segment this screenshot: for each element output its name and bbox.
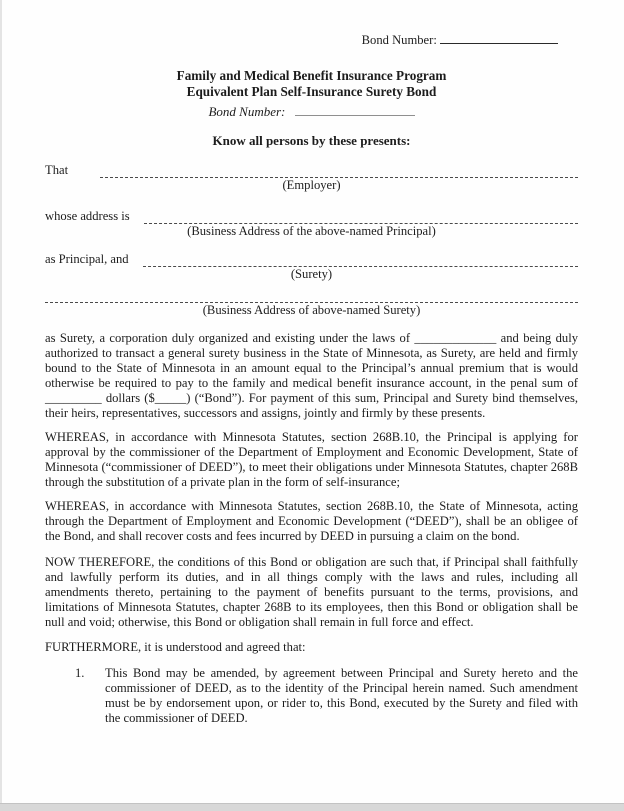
- surety-row-label: as Principal, and: [45, 252, 129, 266]
- whereas-paragraph-2: WHEREAS, in accordance with Minnesota Statutes, section 268B.10, the State of Minnesota, acting through the Department of Employment and Economic Development (“DEED”), shall be an obligee of the Bond, and shall recover costs and fees incurred by DEED in pursuing a claim on the bond.: [45, 499, 578, 543]
- principal-address-caption: (Business Address of the above-named Principal): [187, 224, 436, 238]
- top-bond-number-blank: [440, 32, 558, 44]
- document-title-line2: Equivalent Plan Self-Insurance Surety Bond: [186, 84, 437, 99]
- employer-fill-row: [45, 163, 578, 178]
- surety-address-caption: (Business Address of above-named Surety): [202, 303, 421, 317]
- page-bottom-edge: [0, 803, 624, 811]
- now-therefore-paragraph: NOW THEREFORE, the conditions of this Bond or obligation are such that, if Principal shall faithfully and lawfully perform its duties, and in all things comply with the laws and rules, including all amendments thereto, pertaining to the payment of benefits pursuant to the terms, provisions, and limitations of Minnesota Statutes, chapter 268B to its employees, then this Bond or obligation shall be null and void; otherwise, this Bond or obligation shall remain in full force and effect.: [45, 555, 578, 629]
- list-item-1-number: 1.: [75, 666, 85, 680]
- bond-number-field-blank: [295, 104, 415, 116]
- principal-address-fill-row: [45, 209, 578, 224]
- surety-address-blank-line: [45, 290, 578, 303]
- surety-caption: (Surety): [290, 267, 333, 281]
- employer-caption: (Employer): [282, 178, 341, 192]
- surety-blank-line: [143, 254, 578, 267]
- whereas-paragraph-1: WHEREAS, in accordance with Minnesota Statutes, section 268B.10, the Principal is applying for approval by the commissioner of the Department of Employment and Economic Development, State of Minnesota (“commissioner of DEED”), to meet their obligations under Minnesota Statutes, chapter 268B through the substitution of a private plan in the form of self-insurance;: [45, 430, 578, 489]
- principal-address-row-label: whose address is: [45, 209, 130, 223]
- presents-heading: Know all persons by these presents:: [212, 133, 411, 148]
- bond-number-field-label: Bond Number:: [208, 104, 286, 119]
- bond-number-field: [45, 104, 578, 119]
- document-content: [45, 0, 578, 726]
- top-bond-number: [45, 32, 578, 47]
- employer-blank-line: [100, 165, 578, 178]
- surety-bond-paragraph: as Surety, a corporation duly organized and existing under the laws of _____________ and being duly authorized to transact a general surety business in the State of Minnesota, as Surety, are held and firmly bound to the State of Minnesota in an amount equal to the Principal’s annual premium that is would otherwise be required to pay to the family and medical benefit insurance account, in the penal sum of _________ dollars ($_____) (“Bond”). For payment of this sum, Principal and Surety bind themselves, their heirs, representatives, successors and assigns, jointly and firmly by these presents.: [45, 331, 578, 420]
- list-item-1: [45, 666, 578, 726]
- employer-row-label: That: [45, 163, 69, 177]
- furthermore-heading: FURTHERMORE, it is understood and agreed that:: [45, 640, 306, 654]
- list-item-1-text: This Bond may be amended, by agreement between Principal and Surety hereto and the commissioner of DEED, as to the identity of the Principal herein named. Such amendment must be by endorsement upon, or rider to, this Bond, executed by the Surety and filed with the commissioner of DEED.: [105, 666, 578, 725]
- surety-address-fill-row: [45, 288, 578, 303]
- surety-fill-row: [45, 252, 578, 267]
- principal-address-blank-line: [144, 211, 578, 224]
- page-left-edge: [0, 0, 2, 811]
- top-bond-number-label: Bond Number:: [361, 33, 437, 47]
- document-title: [45, 68, 578, 100]
- document-title-line1: Family and Medical Benefit Insurance Program: [176, 68, 447, 83]
